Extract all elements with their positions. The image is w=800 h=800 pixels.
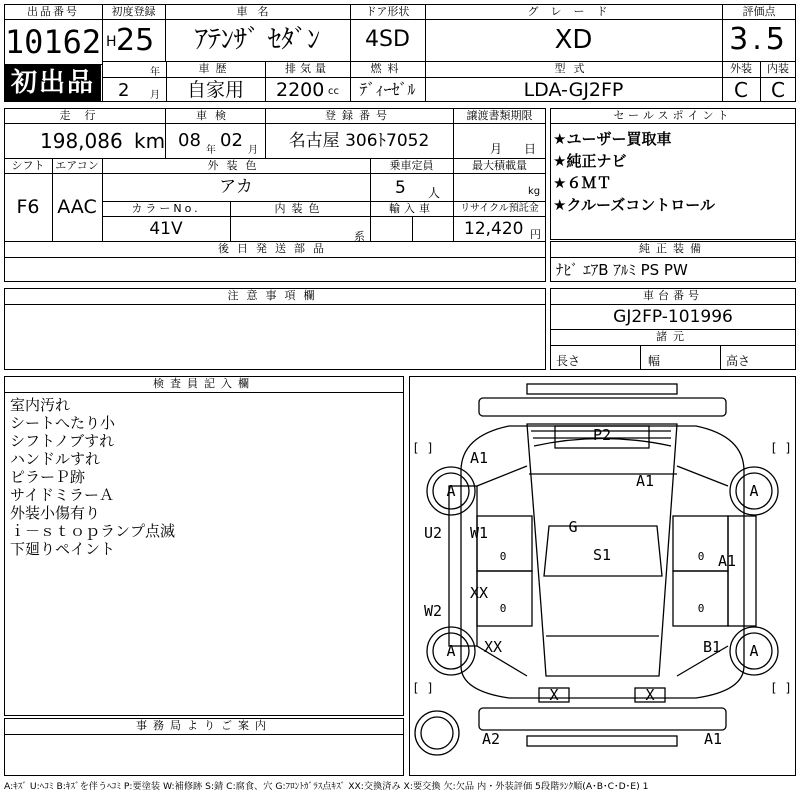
mark-a2: A2 — [481, 730, 501, 748]
lot-number: 10162 — [4, 23, 102, 61]
score: 3.5 — [729, 22, 789, 57]
plate-number: 名古屋 306ﾄ7052 — [288, 131, 430, 151]
model: LDA-GJ2FP — [523, 79, 624, 101]
mark-zero-3: 0 — [697, 550, 705, 563]
equipment-title: 純正装備 — [639, 242, 707, 255]
tire-mark-rl: A — [446, 642, 456, 660]
fuel-label: 燃料 — [370, 62, 405, 75]
interior-label: 内装 — [767, 62, 789, 75]
sales-point-item: ★クルーズコントロール — [553, 196, 715, 214]
mark-s1: S1 — [592, 546, 612, 564]
inspection-year: 08 — [178, 130, 201, 151]
lot-label: 出品番号 — [27, 5, 79, 18]
recycle-fee: 12,420 — [464, 219, 524, 239]
color-number-label: カラーNo. — [131, 202, 201, 215]
reg-label: 初度登録 — [111, 5, 156, 18]
mark-g: G — [568, 518, 578, 536]
mark-xx-rear-left: XX — [483, 638, 503, 656]
inspector-note: 外装小傷有り — [10, 504, 101, 522]
mark-x-2: X — [645, 686, 655, 704]
recycle-unit: 円 — [530, 228, 541, 241]
interior-color-label: 内装色 — [274, 202, 326, 215]
car-name: ｱﾃﾝｻﾞ ｾﾀﾞﾝ — [194, 25, 321, 55]
grade-label: グレード — [527, 5, 620, 18]
chassis-title: 車台番号 — [643, 289, 703, 302]
sales-point-title: セールスポイント — [613, 109, 733, 122]
reg-era: H — [106, 34, 117, 50]
plate-label: 登録番号 — [325, 109, 393, 122]
inspection-label: 車検 — [196, 109, 234, 122]
history: 自家用 — [186, 79, 244, 101]
inspector-note: 下廻りペイント — [10, 540, 116, 558]
sales-point-item: ★純正ナビ — [553, 152, 627, 170]
interior-grade: C — [771, 78, 785, 102]
bracket-3: [ ] — [412, 681, 434, 695]
history-label: 車歴 — [198, 62, 233, 75]
mark-a1-hood: A1 — [635, 472, 655, 490]
tire-mark-fr: A — [749, 482, 759, 500]
inspection-month-unit: 月 — [248, 145, 258, 156]
shift: F6 — [16, 196, 40, 218]
max-load-unit: kg — [528, 186, 541, 197]
exterior-label: 外装 — [730, 62, 752, 75]
mark-zero-1: 0 — [499, 550, 507, 563]
tire-mark-rr: A — [749, 642, 759, 660]
sales-point-item: ★６ＭＴ — [553, 174, 612, 192]
interior-color-unit: 系 — [354, 230, 365, 243]
mark-a1-right-door: A1 — [717, 552, 737, 570]
transfer-day-unit: 日 — [524, 142, 537, 156]
model-label: 型式 — [554, 62, 593, 75]
inspector-note: ピラーＰ跡 — [10, 468, 86, 486]
grade: XD — [554, 25, 593, 55]
tire-mark-fl: A — [446, 482, 456, 500]
mark-x-1: X — [549, 686, 559, 704]
score-label: 評価点 — [742, 5, 776, 18]
inspector-title: 検査員記入欄 — [153, 377, 255, 390]
sales-point-list — [553, 128, 715, 216]
inspector-note: シフトノブすれ — [10, 432, 115, 450]
color-number: 41V — [149, 219, 183, 239]
recycle-label: リサイクル預託金 — [460, 203, 539, 214]
inspector-note: ハンドルすれ — [10, 450, 101, 468]
caution-title: 注意事項欄 — [227, 289, 323, 302]
mark-w2: W2 — [423, 602, 443, 620]
door-type: 4SD — [365, 27, 410, 52]
import-label: 輸入車 — [389, 202, 434, 215]
inspector-note: ｉ－ｓｔｏｐランプ点滅 — [10, 522, 176, 540]
transfer-doc-label: 譲渡書類期限 — [466, 109, 533, 122]
reg-year-unit: 年 — [150, 67, 160, 78]
capacity-unit: 人 — [428, 186, 441, 200]
width-label: 幅 — [648, 354, 661, 368]
height-label: 高さ — [726, 354, 751, 368]
spec-title: 諸元 — [656, 330, 690, 343]
chassis-number: GJ2FP-101996 — [613, 307, 733, 327]
mark-p2: P2 — [592, 426, 612, 444]
mark-b1: B1 — [702, 638, 722, 656]
displacement-label: 排気量 — [285, 62, 330, 75]
mark-u2: U2 — [423, 524, 443, 542]
shift-label: シフト — [11, 159, 45, 172]
car-name-label: 車名 — [236, 5, 279, 18]
equipment-value: ﾅﾋﾞ ｴｱB ｱﾙﾐ PS PW — [556, 261, 688, 279]
sales-point-item: ★ユーザー買取車 — [553, 130, 672, 148]
ac-label: エアコン — [55, 159, 99, 172]
door-label: ドア形状 — [365, 5, 410, 18]
bracket-4: [ ] — [770, 681, 792, 695]
inspector-note: 室内汚れ — [10, 396, 71, 414]
delivery-parts-label: 後日発送部品 — [218, 242, 332, 255]
reg-year: 25 — [116, 23, 155, 58]
mark-zero-4: 0 — [697, 602, 705, 615]
mileage-label: 走行 — [59, 109, 110, 122]
color-label: 外装色 — [207, 159, 265, 172]
ac: AAC — [57, 196, 97, 218]
exterior-color: アカ — [219, 177, 253, 197]
car-diagram — [409, 376, 796, 776]
transfer-month-unit: 月 — [490, 142, 503, 156]
length-label: 長さ — [556, 354, 581, 368]
inspection-month: 02 — [220, 130, 243, 151]
inspection-year-unit: 年 — [206, 145, 216, 156]
fuel: ﾃﾞｨｰｾﾞﾙ — [359, 80, 416, 99]
mileage: 198,086 — [40, 129, 123, 153]
inspector-note: シートへたり小 — [10, 414, 116, 432]
mark-a1-front-left: A1 — [469, 449, 489, 467]
office-title: 事務局よりご案内 — [136, 719, 272, 732]
reg-month: 2 — [118, 80, 130, 101]
max-load-label: 最大積載量 — [472, 159, 527, 172]
mark-a1-rear: A1 — [703, 730, 723, 748]
bracket-1: [ ] — [412, 441, 434, 455]
exterior-grade: C — [734, 78, 748, 102]
first-listing-badge: 初出品 — [5, 65, 101, 101]
mileage-unit: km — [134, 129, 166, 153]
inspector-notes — [10, 396, 175, 558]
legend-text: A:ｷｽﾞ U:ﾍｺﾐ B:ｷｽﾞを伴うﾍｺﾐ P:要塗装 W:補修跡 S:錆 C:腐食、穴 G:ﾌﾛﾝﾄｶﾞﾗｽ点ｷｽﾞ XX:交換済み X:要交換 欠:欠品 内・外装評価 5段階ﾗﾝｸ順(A･B･C･D･E) 1 — [4, 781, 649, 792]
capacity: 5 — [395, 178, 406, 198]
bracket-2: [ ] — [770, 441, 792, 455]
capacity-label: 乗車定員 — [389, 159, 434, 172]
displacement-unit: cc — [328, 86, 339, 97]
mark-zero-2: 0 — [499, 602, 507, 615]
inspector-note: サイドミラーＡ — [10, 486, 114, 504]
displacement: 2200 — [276, 79, 325, 101]
mark-xx-left: XX — [469, 584, 489, 602]
mark-w1: W1 — [469, 524, 489, 542]
reg-month-unit: 月 — [150, 90, 160, 101]
